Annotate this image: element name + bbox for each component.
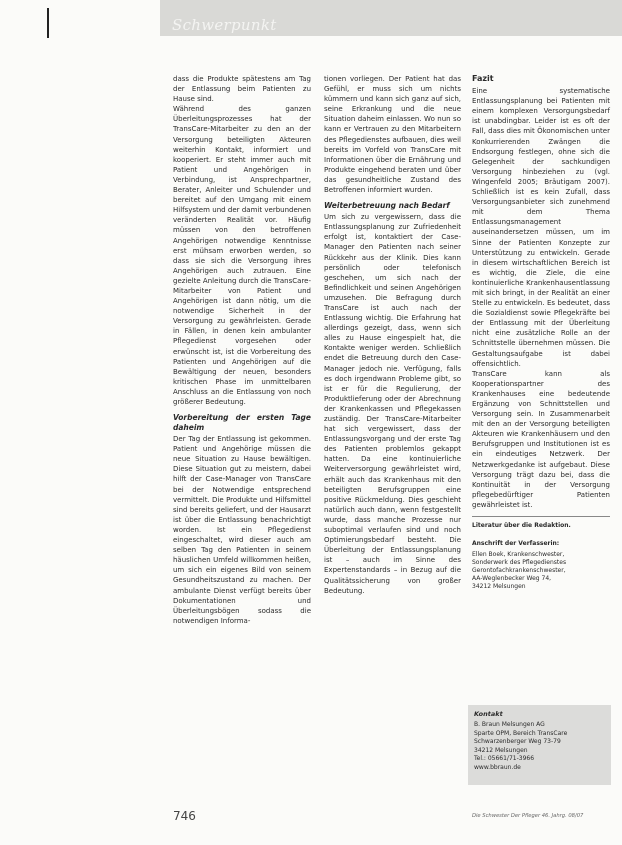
margin-mark <box>47 8 49 38</box>
author-address-line: AA-Weglenbecker Weg 74, <box>472 575 552 583</box>
author-address-line: 34212 Melsungen <box>472 583 526 591</box>
author-address-line: Gerontofachkrankenschwester, <box>472 567 566 575</box>
author-address-line: Ellen Boek, Krankenschwester, <box>472 551 565 559</box>
paragraph: Eine systematische Entlassungsplanung bei Patienten mit einem komplexen Versorgungsbedarf ist unabdingbar. Leider ist es oft der Fall, dass dies mit Ökonomischen unter Konkurrierenden Zwängen die Endsorgung festlegen, ohne sich die Gelegenheit der sachkundigen Versorgung hinbeziehen zu (vgl. Wingenfeld 2005; Bräutigam 2007). Schließlich ist es kein Zufall, dass Versorgungsanbieter sich zunehmend mit dem Thema Entlassungsmanagement auseinandersetzen müssen, um im Sinne der Patienten Konzepte zur Unterstützung zu entwickeln. Gerade in diesem wirtschaftlichen Bereich ist es wichtig, die Ziele, die eine kontinuierliche Krankenhausentlassung mit sich bringt, in der Realität an einer Stelle zu entwickeln. Es bedeutet, dass die Sozialdienst sowie Pflegekräfte bei der Entlassung mit der Überleitung nicht eine zusätzliche Rolle an der Schnittstelle übernehmen müssen. Die Gestaltungsaufgabe ist dabei offensichtlich. <box>472 87 610 368</box>
article-column-3 <box>472 74 610 591</box>
contact-link[interactable]: www.bbraun.de <box>474 763 521 771</box>
author-address-line: Sonderwerk des Pflegedienstes <box>472 559 567 567</box>
paragraph: dass die Produkte spätestens am Tag der Entlassung beim Patienten zu Hause sind. <box>173 75 311 104</box>
paragraph: tionen vorliegen. Der Patient hat das Gefühl, er muss sich um nichts kümmern und kann sich ganz auf sich, seine Erkrankung und die neue Situation daheim einlassen. Wo nun so kann er Vertrauen zu den Mitarbeitern des Pflegedienstes aufbauen, dies weil bereits im Vorfeld von TransCare mit Informationen über die Ernährung und Produkte eingehend beraten und über das gesundheitliche Zustand des Betroffenen informiert wurden. <box>324 75 461 195</box>
paragraph: TransCare kann als Kooperationspartner des Krankenhauses eine bedeutende Ergänzung von Schnittstellen und Versorgung sein. In Zusammenarbeit mit den an der Versorgung beteiligten Akteuren wie Krankenhäusern und den Berufsgruppen und Institutionen ist es ein eindeutiges Netzwerk. Der Netzwerkgedanke ist aufgebaut. Diese Versorgung trägt dazu bei, dass die Kontinuität in der Versorgung pflegebedürftiger Patienten gewährleistet ist. <box>472 369 610 509</box>
paragraph: Während des ganzen Überleitungsprozesses hat der TransCare-Mitarbeiter zu den an der Versorgung beteiligten Akteuren weiterhin Kontakt, informiert und kooperiert. Er steht immer auch mit Patient und Angehörigen in Verbindung, ist Ansprechpartner, Berater, Anleiter und Schulender und bereitet auf den Umgang mit einem Hilfsystem und der damit verbundenen veränderten Realität vor. Häufig müssen von den betroffenen Angehörigen notwendige Kenntnisse erst mühsam erworben werden, so dass sie sich die Versorgung ihres Angehörigen auch zutrauen. Eine gezielte Anleitung durch die TransCare-Mitarbeiter von Patient und Angehörigen ist dann nötig, um die notwendige Sicherheit in der Versorgung zu gewährleisten. Gerade in Fällen, in denen kein ambulanter Pflegedienst vorgesehen oder erwünscht ist, ist die Vorbereitung des Patienten und Angehörigen auf die Bewältigung der neuen, besonders kritischen Phase im unmittelbaren Anschluss an die Entlassung von noch größerer Bedeutung. <box>173 105 311 406</box>
contact-line: 34212 Melsungen <box>474 746 528 754</box>
author-address-heading: Anschrift der Verfasserin: <box>472 540 560 548</box>
fazit-heading: Fazit <box>472 74 494 83</box>
contact-line: B. Braun Melsungen AG <box>474 721 545 728</box>
paragraph: Der Tag der Entlassung ist gekommen. Patient und Angehörige müssen die neue Situation zu Hause bewältigen. Diese Situation gut zu meistern, dabei hilft der Case-Manager von TransCare bei der Notwendige entsprechend vermittelt. Die Produkte und Hilfsmittel sind bereits geliefert, und der Hausarzt ist über die Entlassung benachrichtigt worden. Ist ein Pflegedienst eingeschaltet, wird dieser auch am selben Tag den Patienten in seinem häuslichen Umfeld willkommen heißen, um sich ein eigenes Bild von seinem Gesundheitszustand zu machen. Der ambulante Dienst verfügt bereits über Dokumentationen und Überleitungsbögen sodass die notwendigen Informa- <box>173 435 311 625</box>
subheading: Weiterbetreuung nach Bedarf <box>324 201 450 211</box>
contact-line: Tel.: 05661/71-3966 <box>474 755 535 763</box>
contact-box <box>468 705 611 785</box>
divider <box>472 516 610 517</box>
section-title: Schwerpunkt <box>172 16 277 34</box>
paragraph: Um sich zu vergewissern, dass die Entlassungsplanung zur Zufriedenheit erfolgt ist, kontaktiert der Case-Manager den Patienten nach seiner Rückkehr aus der Klinik. Dies kann persönlich oder telefonisch geschehen, um sich nach der Befindlichkeit und seinen Angehörigen umzusehen. Die Befragung durch TransCare ist auch nach der Entlassung wichtig. Die Erfahrung hat allerdings gezeigt, dass, wenn sich alles zu Hause eingespielt hat, die Kontakte weniger werden. Schließlich endet die Betreuung durch den Case-Manager jedoch nie. Verfügung, falls es doch irgendwann Probleme gibt, so ist er für die Regulierung, der Produktlieferung oder der Abrechnung der Krankenkassen und Pflegekassen zuständig. Der TransCare-Mitarbeiter hat sich vergewissert, dass der Entlassungsvorgang und der erste Tag des Patienten problemlos gekappt hatten. Da eine kontinuierliche Weiterversorgung gewährleistet wird, erhält auch das Krankenhaus mit den beteiligten Berufsgruppen eine positive Rückmeldung. Dies geschieht natürlich auch dann, wenn festgestellt wurde, dass manche Prozesse nur suboptimal verlaufen sind und noch Optimierungsbedarf besteht. Die Überleitung der Entlassungsplanung ist – auch im Sinne des Expertenstandards – in Bezug auf die Qualitätssicherung von großer Bedeutung. <box>324 213 461 595</box>
article-column-1 <box>173 74 311 626</box>
contact-line: Schwarzenberger Weg 73-79 <box>474 738 561 746</box>
page-number: 746 <box>173 809 196 823</box>
publication-footer: Die Schwester Der Pfleger 46. Jahrg. 08/07 <box>472 813 584 819</box>
article-column-2 <box>324 74 461 596</box>
contact-heading: Kontakt <box>474 710 503 718</box>
subheading: Vorbereitung der ersten Tage daheim <box>173 413 311 433</box>
contact-line: Sparte OPM, Bereich TransCare <box>474 729 568 737</box>
literature-note: Literatur über die Redaktion. <box>472 522 571 530</box>
